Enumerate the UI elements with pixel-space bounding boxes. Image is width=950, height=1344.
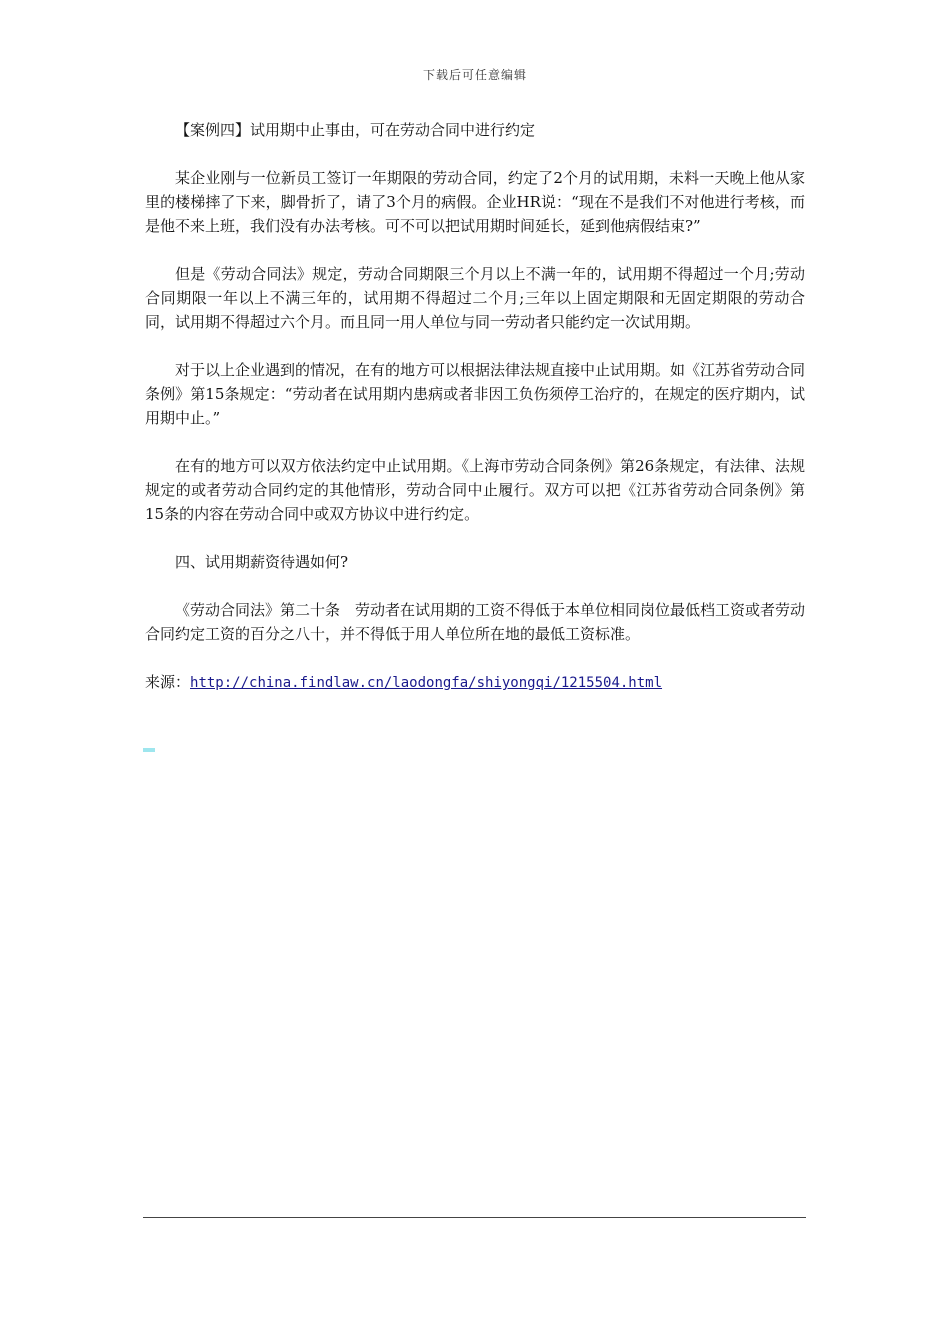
paragraph-article-twenty: 《劳动合同法》第二十条 劳动者在试用期的工资不得低于本单位相同岗位最低档工资或者劳动合同约定工资的百分之八十，并不得低于用人单位所在地的最低工资标准。 [145,601,806,643]
paragraph-jiangsu-regulation: 对于以上企业遇到的情况，在有的地方可以根据法律法规直接中止试用期。如《江苏省劳动合同条例》第15条规定：“劳动者在试用期内患病或者非因工负伤须停工治疗的，在规定的医疗期内，试用期中止。” [145,361,806,427]
source-line [145,670,805,695]
text-cursor-marker [143,748,155,752]
source-label: 来源： [145,673,191,691]
header-note: 下载后可任意编辑 [422,68,527,82]
document-body [145,118,805,695]
section-heading-salary: 四、试用期薪资待遇如何? [175,553,349,571]
source-link[interactable]: http://china.findlaw.cn/laodongfa/shiyongqi/1215504.html [190,675,663,691]
footer-divider [143,1217,806,1218]
paragraph-labor-law-rule: 但是《劳动合同法》规定，劳动合同期限三个月以上不满一年的，试用期不得超过一个月;劳动合同期限一年以上不满三年的，试用期不得超过二个月;三年以上固定期限和无固定期限的劳动合同，试用期不得超过六个月。而且同一用人单位与同一劳动者只能约定一次试用期。 [145,265,805,331]
case-heading: 【案例四】试用期中止事由，可在劳动合同中进行约定 [175,121,536,139]
paragraph-shanghai-regulation: 在有的地方可以双方依法约定中止试用期。《上海市劳动合同条例》第26条规定，有法律、法规规定的或者劳动合同约定的其他情形，劳动合同中止履行。双方可以把《江苏省劳动合同条例》第15条的内容在劳动合同中或双方协议中进行约定。 [145,457,805,523]
paragraph-case-description: 某企业刚与一位新员工签订一年期限的劳动合同，约定了2个月的试用期，未料一天晚上他从家里的楼梯摔了下来，脚骨折了，请了3个月的病假。企业HR说：“现在不是我们不对他进行考核，而是他不来上班，我们没有办法考核。可不可以把试用期时间延长，延到他病假结束?” [145,169,805,235]
